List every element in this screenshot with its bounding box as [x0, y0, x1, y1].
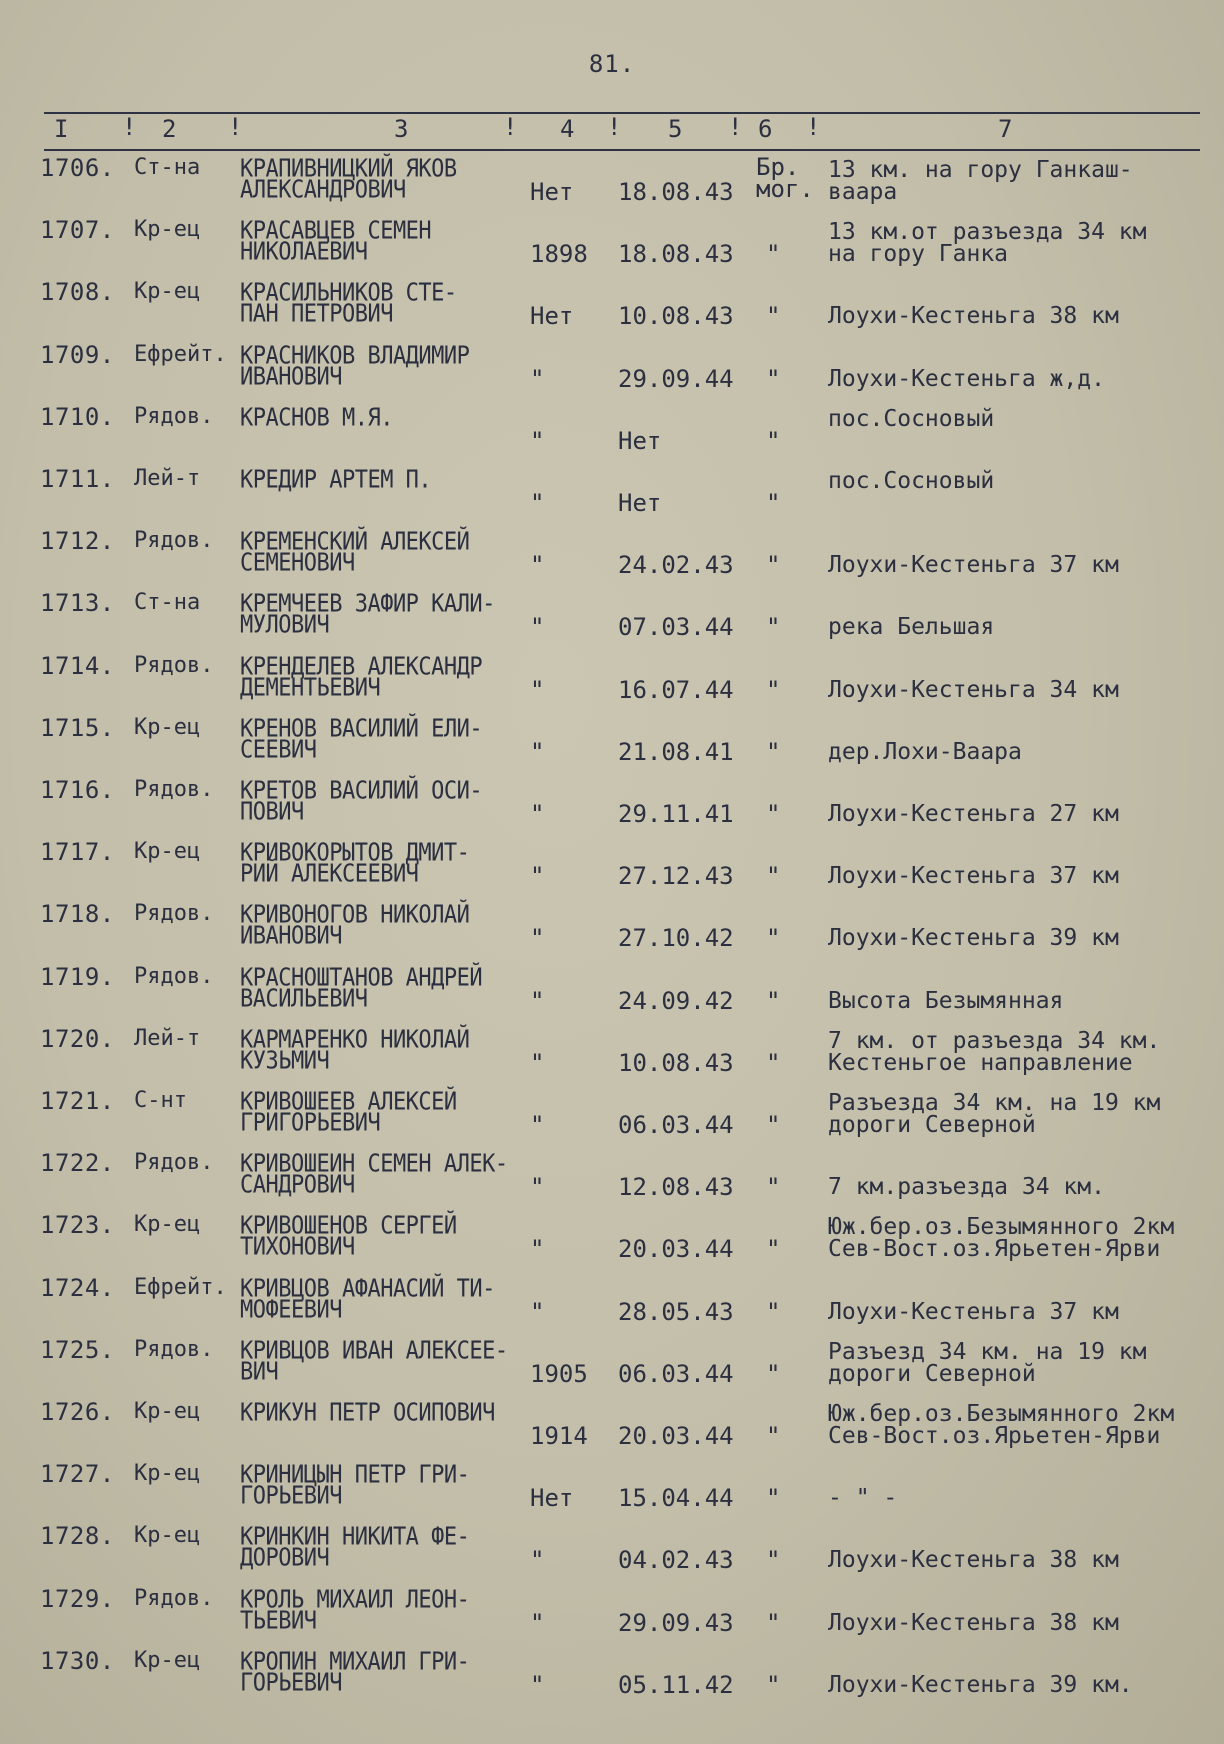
record-number: 1721.	[40, 1087, 115, 1115]
rank: Рядов.	[134, 1150, 214, 1176]
birth-year: "	[530, 364, 545, 393]
burial-type: Бр. мог.	[756, 153, 814, 203]
name-line-2: РИЙ АЛЕКСЕЕВИЧ	[240, 860, 419, 889]
rank: Рядов.	[134, 901, 214, 927]
name-line-1: КРИНИЦЫН ПЕТР ГРИ-	[240, 1461, 470, 1490]
name-line-1: КРАСНИКОВ ВЛАДИМИР	[240, 341, 470, 371]
record-number: 1709.	[40, 340, 115, 369]
rank: Лей-т	[134, 1025, 201, 1051]
record-number: 1730.	[40, 1646, 115, 1675]
burial-type: "	[766, 302, 781, 331]
birth-year: "	[530, 986, 545, 1015]
burial-type: "	[766, 1297, 781, 1326]
burial-type: "	[766, 551, 781, 580]
burial-place-line-2: Кестеньгое направление	[828, 1049, 1133, 1076]
rank: Ст-на	[134, 155, 201, 180]
header-col-3: 3	[394, 115, 409, 143]
death-date: 10.08.43	[618, 302, 734, 331]
name-line-2: АЛЕКСАНДРОВИЧ	[240, 175, 406, 205]
table-row	[0, 525, 1224, 587]
birth-year: "	[530, 1670, 545, 1699]
rank: Кр-ец	[134, 279, 201, 305]
record-number: 1722.	[40, 1149, 115, 1178]
name-line-1: КРИВОШЕНОВ СЕРГЕЙ	[240, 1212, 457, 1241]
record-number: 1725.	[40, 1335, 115, 1364]
name-line-1: КРАПИВНИЦКИЙ ЯКОВ	[240, 154, 457, 184]
birth-year: 1914	[530, 1422, 588, 1450]
birth-year: "	[530, 675, 545, 704]
name-line-2: СЕЕВИЧ	[240, 735, 317, 765]
rank: Рядов.	[134, 1585, 214, 1611]
table-row	[0, 1272, 1224, 1334]
burial-type: "	[766, 862, 781, 891]
burial-place-line-2: Лоухи-Кестеньга 38 км	[828, 1609, 1119, 1636]
record-number: 1716.	[40, 776, 115, 804]
record-number: 1727.	[40, 1460, 115, 1489]
name-line-2: МОФЕЕВИЧ	[240, 1295, 342, 1325]
burial-place-line-2: Лоухи-Кестеньга 27 км	[828, 801, 1119, 827]
burial-type: "	[766, 986, 781, 1015]
name-line-2: ТИХОНОВИЧ	[240, 1233, 355, 1262]
header-separator: !	[228, 113, 243, 141]
header-col-1: I	[54, 115, 69, 143]
burial-type: "	[766, 924, 781, 953]
burial-type: "	[766, 1359, 781, 1388]
death-date: 29.09.44	[618, 364, 734, 393]
death-date: 24.02.43	[618, 551, 734, 580]
burial-place-line-1: пос.Сосновый	[828, 405, 995, 432]
record-number: 1729.	[40, 1584, 115, 1613]
rank: Кр-ец	[134, 839, 201, 865]
header-col-5: 5	[668, 115, 683, 143]
rank: Рядов.	[134, 777, 214, 802]
burial-place-line-2: Лоухи-Кестеньга 37 км	[828, 1298, 1119, 1325]
burial-place-line-2: Сев-Вост.оз.Ярьетен-Ярви	[828, 1423, 1161, 1449]
record-number: 1720.	[40, 1024, 115, 1053]
name-line-1: КРЕМЧЕЕВ ЗАФИР КАЛИ-	[240, 590, 495, 619]
death-date: 18.08.43	[618, 240, 734, 269]
birth-year: "	[530, 1546, 545, 1575]
rank: Рядов.	[134, 963, 214, 989]
header-col-7: 7	[998, 115, 1013, 143]
death-date: 06.03.44	[618, 1111, 734, 1139]
header-separator: !	[607, 113, 622, 141]
death-date: 24.09.42	[618, 986, 734, 1015]
death-date: 18.08.43	[618, 178, 734, 206]
table-row	[0, 1583, 1224, 1645]
death-date: 29.09.43	[618, 1608, 734, 1637]
birth-year: Нет	[530, 302, 574, 331]
record-number: 1707.	[40, 216, 115, 245]
birth-year: Нет	[530, 178, 574, 206]
burial-place-line-2: Лоухи-Кестеньга 38 км	[828, 303, 1119, 330]
rank: Рядов.	[134, 403, 214, 429]
record-number: 1711.	[40, 465, 115, 493]
birth-year: "	[530, 1173, 545, 1202]
table-row	[0, 1645, 1224, 1707]
record-number: 1724.	[40, 1273, 115, 1302]
burial-place-line-2: Лоухи-Кестеньга 34 км	[828, 676, 1119, 703]
header-col-4: 4	[560, 115, 575, 143]
birth-year: "	[530, 924, 545, 953]
burial-place-line-2: река Бельшая	[828, 614, 995, 641]
birth-year: "	[530, 737, 545, 766]
burial-place-line-2: ваара	[828, 179, 898, 205]
name-line-1: КРЕТОВ ВАСИЛИЙ ОСИ-	[240, 776, 483, 806]
name-line-2: ДОРОВИЧ	[240, 1544, 330, 1573]
burial-type: "	[766, 1422, 781, 1450]
burial-place-line-1: 7 км. от разъезда 34 км.	[828, 1027, 1161, 1054]
death-date: 27.10.42	[618, 924, 734, 953]
burial-place-line-2: Лоухи-Кестеньга 38 км	[828, 1547, 1119, 1574]
birth-year: "	[530, 426, 545, 455]
header-separator: !	[806, 113, 821, 141]
burial-place-line-2: Лоухи-Кестеньга 39 км	[828, 925, 1119, 952]
record-number: 1726.	[40, 1398, 115, 1426]
record-number: 1708.	[40, 278, 115, 307]
burial-place-line-2: дороги Северной	[828, 1360, 1036, 1387]
burial-place-line-2: Лоухи-Кестеньга 37 км	[828, 552, 1119, 579]
name-line-1: КРИВОШЕЕВ АЛЕКСЕЙ	[240, 1087, 457, 1117]
name-line-2: ГОРЬЕВИЧ	[240, 1668, 342, 1698]
name-line-1: КАРМАРЕНКО НИКОЛАЙ	[240, 1025, 470, 1055]
record-number: 1713.	[40, 589, 115, 618]
name-line-2: ГОРЬЕВИЧ	[240, 1482, 342, 1511]
birth-year: Нет	[530, 1484, 574, 1513]
record-number: 1717.	[40, 838, 115, 867]
birth-year: "	[530, 1235, 545, 1264]
burial-place-line-2: Сев-Вост.оз.Ярьетен-Ярви	[828, 1236, 1161, 1263]
burial-type: "	[766, 1235, 781, 1264]
record-number: 1712.	[40, 527, 115, 556]
name-line-1: КРЕДИР АРТЕМ П.	[240, 465, 432, 495]
table-row	[0, 587, 1224, 649]
burial-place-line-2: дороги Северной	[828, 1112, 1036, 1138]
rank: Рядов.	[134, 1336, 214, 1362]
table-row	[0, 836, 1224, 898]
death-date: 04.02.43	[618, 1546, 734, 1575]
name-line-2: КУЗЬМИЧ	[240, 1046, 330, 1076]
death-date: Нет	[618, 426, 662, 455]
name-line-1: КРИНКИН НИКИТА ФЕ-	[240, 1523, 470, 1552]
burial-place-line-1: Разъезда 34 км. на 19 км	[828, 1090, 1161, 1116]
burial-type: "	[766, 800, 781, 828]
birth-year: "	[530, 1111, 545, 1139]
death-date: 28.05.43	[618, 1297, 734, 1326]
table-row	[0, 1458, 1224, 1520]
burial-place-line-2: на гору Ганка	[828, 241, 1009, 268]
burial-place-line-2: дер.Лохи-Ваара	[828, 738, 1022, 765]
burial-place-line-1: Юж.бер.оз.Безымянного 2км	[828, 1214, 1175, 1241]
name-line-1: КРАСНОВ М.Я.	[240, 403, 393, 433]
table-row	[0, 1209, 1224, 1271]
table-row	[0, 712, 1224, 774]
death-date: 12.08.43	[618, 1173, 734, 1202]
burial-type: "	[766, 613, 781, 642]
table-row	[0, 276, 1224, 338]
name-line-1: КРИВЦОВ ИВАН АЛЕКСЕЕ-	[240, 1336, 508, 1366]
record-number: 1719.	[40, 962, 115, 991]
burial-type: "	[766, 364, 781, 393]
burial-type: "	[766, 1048, 781, 1077]
death-date: Нет	[618, 489, 662, 517]
record-number: 1706.	[40, 154, 115, 182]
rank: Рядов.	[134, 528, 214, 554]
rank: Кр-ец	[134, 1212, 201, 1238]
name-line-2: ПОВИЧ	[240, 797, 304, 827]
burial-place-line-2: Высота Безымянная	[828, 987, 1064, 1014]
death-date: 29.11.41	[618, 800, 734, 828]
birth-year: "	[530, 800, 545, 828]
table-row	[0, 1023, 1224, 1085]
table-row	[0, 1396, 1224, 1458]
birth-year: "	[530, 1608, 545, 1637]
rank: Кр-ец	[134, 1461, 201, 1487]
page-number: 81.	[588, 50, 636, 78]
burial-place-line-1: Юж.бер.оз.Безымянного 2км	[828, 1401, 1175, 1427]
burial-type: "	[766, 1111, 781, 1139]
table-row	[0, 152, 1224, 214]
rank: Кр-ец	[134, 1647, 201, 1673]
name-line-1: КРИКУН ПЕТР ОСИПОВИЧ	[240, 1398, 495, 1428]
burial-type: "	[766, 240, 781, 269]
record-number: 1710.	[40, 402, 115, 431]
name-line-2: СЕМЕНОВИЧ	[240, 549, 355, 578]
table-row	[0, 339, 1224, 401]
name-line-1: КРАСАВЦЕВ СЕМЕН	[240, 217, 432, 246]
rank: С-нт	[134, 1088, 187, 1113]
death-date: 15.04.44	[618, 1484, 734, 1513]
rank: Кр-ец	[134, 1399, 201, 1424]
name-line-1: КРИВЦОВ АФАНАСИЙ ТИ-	[240, 1274, 495, 1304]
table-row	[0, 650, 1224, 712]
death-date: 10.08.43	[618, 1048, 734, 1077]
table-row	[0, 898, 1224, 960]
burial-type: "	[766, 1546, 781, 1575]
burial-place-line-1: пос.Сосновый	[828, 468, 995, 494]
birth-year: "	[530, 551, 545, 580]
name-line-2: МУЛОВИЧ	[240, 611, 330, 640]
death-date: 06.03.44	[618, 1359, 734, 1388]
table-row	[0, 774, 1224, 836]
record-number: 1723.	[40, 1211, 115, 1240]
death-date: 20.03.44	[618, 1235, 734, 1264]
header-separator: !	[728, 113, 743, 141]
name-line-1: КРАСИЛЬНИКОВ СТЕ-	[240, 279, 457, 308]
rank: Ефрейт.	[134, 1274, 227, 1300]
header-top-rule	[44, 112, 1200, 114]
name-line-2: ВАСИЛЬЕВИЧ	[240, 984, 368, 1014]
birth-year: "	[530, 489, 545, 517]
table-row	[0, 463, 1224, 525]
rank: Ст-на	[134, 590, 201, 616]
record-number: 1714.	[40, 651, 115, 680]
header-col-2: 2	[162, 115, 177, 143]
burial-place-line-2: Лоухи-Кестеньга 37 км	[828, 863, 1119, 890]
name-line-1: КРЕМЕНСКИЙ АЛЕКСЕЙ	[240, 528, 470, 557]
record-number: 1715.	[40, 713, 115, 742]
burial-type: "	[766, 1670, 781, 1699]
burial-type: "	[766, 737, 781, 766]
header-bottom-rule	[44, 149, 1200, 151]
rank: Лей-т	[134, 466, 201, 491]
death-date: 27.12.43	[618, 862, 734, 891]
death-date: 21.08.41	[618, 737, 734, 766]
record-number: 1718.	[40, 900, 115, 929]
name-line-2: ИВАНОВИЧ	[240, 922, 342, 951]
birth-year: "	[530, 1048, 545, 1077]
table-row	[0, 1147, 1224, 1209]
burial-place-line-2: Лоухи-Кестеньга ж,д.	[828, 365, 1105, 392]
name-line-2: ИВАНОВИЧ	[240, 362, 342, 392]
rank: Кр-ец	[134, 714, 201, 740]
death-date: 20.03.44	[618, 1422, 734, 1450]
name-line-2: ГРИГОРЬЕВИЧ	[240, 1108, 381, 1138]
table-row	[0, 1520, 1224, 1582]
table-row	[0, 401, 1224, 463]
birth-year: 1905	[530, 1359, 588, 1388]
birth-year: 1898	[530, 240, 588, 269]
burial-type: "	[766, 1608, 781, 1637]
name-line-2: НИКОЛАЕВИЧ	[240, 238, 368, 267]
header-separator: !	[503, 113, 518, 141]
name-line-2: САНДРОВИЧ	[240, 1171, 355, 1200]
name-line-1: КРАСНОШТАНОВ АНДРЕЙ	[240, 963, 483, 993]
name-line-1: КРИВОШЕИН СЕМЕН АЛЕК-	[240, 1150, 508, 1179]
rank: Кр-ец	[134, 1523, 201, 1549]
table-row	[0, 214, 1224, 276]
name-line-1: КРИВОНОГОВ НИКОЛАЙ	[240, 901, 470, 930]
birth-year: "	[530, 1297, 545, 1326]
table-row	[0, 961, 1224, 1023]
rank: Ефрейт.	[134, 341, 227, 367]
birth-year: "	[530, 862, 545, 891]
rank: Кр-ец	[134, 217, 201, 243]
name-line-1: КРЕНДЕЛЕВ АЛЕКСАНДР	[240, 652, 483, 682]
burial-place-line-2: - " -	[828, 1485, 898, 1512]
table-row	[0, 1085, 1224, 1147]
burial-type: "	[766, 1484, 781, 1513]
death-date: 16.07.44	[618, 675, 734, 704]
header-col-6: 6	[758, 115, 773, 143]
name-line-2: ДЕМЕНТЬЕВИЧ	[240, 673, 381, 703]
burial-place-line-1: Разъезд 34 км. на 19 км	[828, 1338, 1147, 1365]
name-line-1: КРОЛЬ МИХАИЛ ЛЕОН-	[240, 1585, 470, 1615]
burial-type: "	[766, 675, 781, 704]
burial-place-line-2: 7 км.разъезда 34 км.	[828, 1174, 1105, 1201]
burial-place-line-2: Лоухи-Кестеньга 39 км.	[828, 1671, 1133, 1698]
burial-type: "	[766, 489, 781, 517]
name-line-2: ПАН ПЕТРОВИЧ	[240, 300, 393, 329]
burial-type: "	[766, 1173, 781, 1202]
rank: Рядов.	[134, 652, 214, 678]
name-line-2: ВИЧ	[240, 1357, 279, 1387]
name-line-1: КРОПИН МИХАИЛ ГРИ-	[240, 1647, 470, 1677]
death-date: 05.11.42	[618, 1670, 734, 1699]
name-line-2: ТЬЕВИЧ	[240, 1606, 317, 1636]
burial-type: "	[766, 426, 781, 455]
birth-year: "	[530, 613, 545, 642]
burial-place-line-1: 13 км. на гору Ганкаш-	[828, 157, 1133, 183]
table-row	[0, 1334, 1224, 1396]
name-line-1: КРЕНОВ ВАСИЛИЙ ЕЛИ-	[240, 714, 483, 744]
name-line-1: КРИВОКОРЫТОВ ДМИТ-	[240, 839, 470, 868]
death-date: 07.03.44	[618, 613, 734, 642]
burial-place-line-1: 13 км.от разъезда 34 км	[828, 219, 1147, 246]
record-number: 1728.	[40, 1522, 115, 1551]
header-separator: !	[122, 113, 137, 141]
